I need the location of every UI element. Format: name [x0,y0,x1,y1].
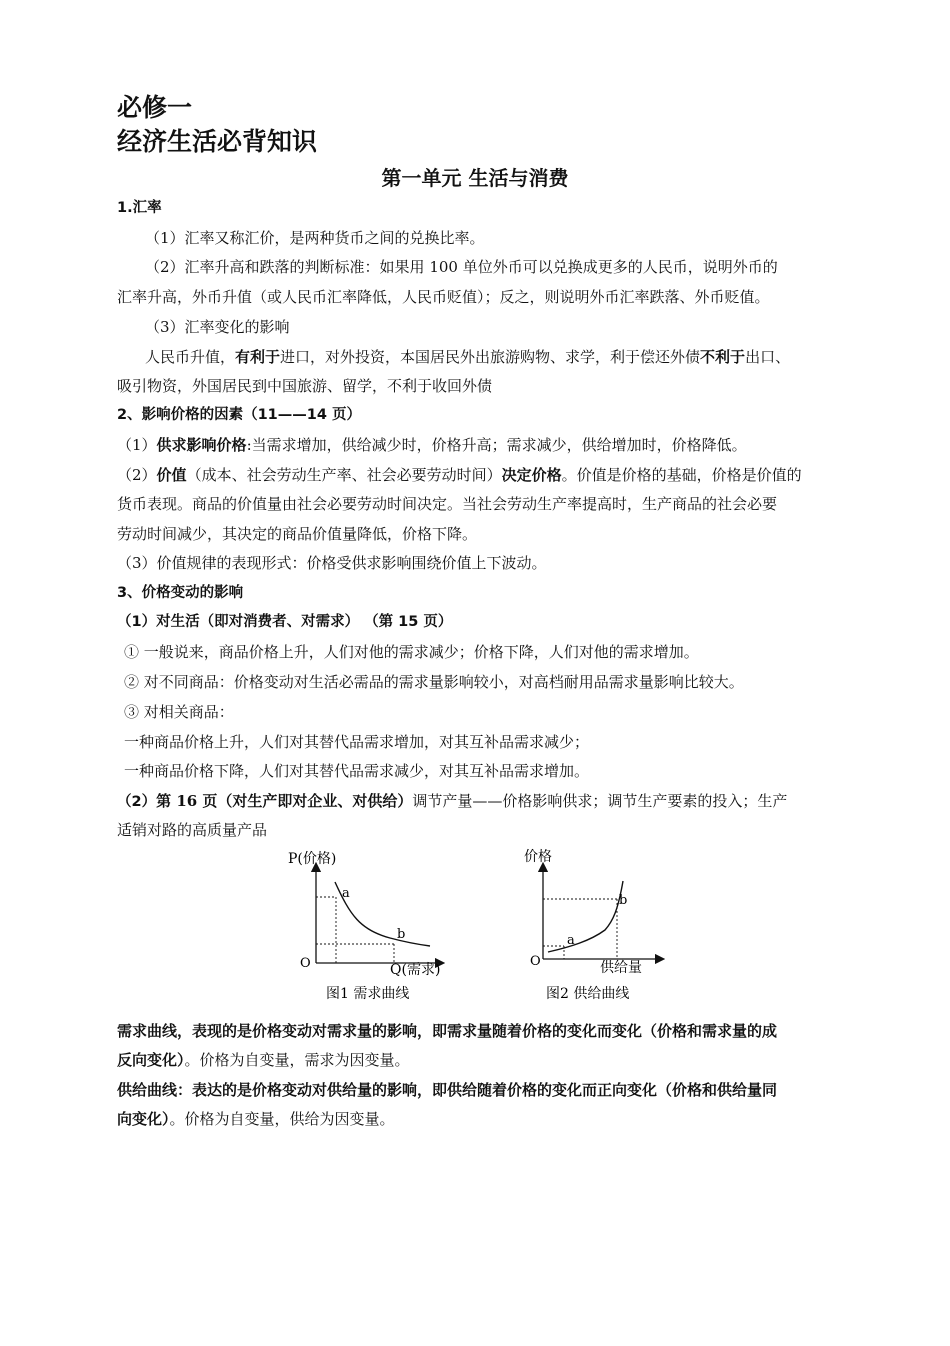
s3-item5: 一种商品价格下降，人们对其替代品需求减少，对其互补品需求增加。 [124,762,590,780]
supply-note-bold: 供给曲线：表达的是价格变动对供给量的影响，即供给随着价格的变化而正向变化（价格和供给量同 [117,1081,778,1099]
document-title: 经济生活必背知识 [117,127,318,156]
s1-p4a-text2: 进口，对外投资，本国居民外出旅游购物、求学，利于偿还外债 [280,348,701,366]
s1-p2a: （2）汇率升高和跌落的判断标准：如果用 100 单位外币可以兑换成更多的人民币，说明外币的 [145,258,778,276]
s2-p2-mid: （成本、社会劳动生产率、社会必要劳动时间） [186,466,502,484]
s2-p1 [117,435,747,455]
demand-chart [288,850,440,1002]
s3-sub2b: 适销对路的高质量产品 [117,821,268,839]
supply-note-bold2: 向变化） [117,1110,170,1128]
s3-item3: ③ 对相关商品： [124,703,234,721]
demand-note-line2 [117,1050,410,1070]
s2-p3: （3）价值规律的表现形式：价格受供求影响围绕价值上下波动。 [117,554,547,572]
demand-origin: O [300,956,311,971]
supply-x-label: 供给量 [600,960,642,976]
supply-chart [524,848,660,1002]
s1-p4a-text3: 出口、 [745,348,791,366]
supply-note-line1 [117,1080,777,1100]
section-1-title: 1.汇率 [117,200,162,216]
demand-y-label: P(价格) [288,851,337,867]
s1-p3: （3）汇率变化的影响 [145,318,290,336]
supply-point-a: a [567,933,575,948]
demand-point-a: a [342,886,350,901]
s2-p2-bold1: 价值 [156,466,187,484]
demand-caption: 图1 需求曲线 [326,986,410,1002]
s2-p2c: 劳动时间减少，其决定的商品价值量降低，价格下降。 [117,525,478,543]
supply-origin: O [530,954,541,969]
s2-p2-bold2: 决定价格 [501,466,562,484]
s1-p4a-bold1: 有利于 [235,348,281,366]
demand-note-bold: 需求曲线，表现的是价格变动对需求量的影响，即需求量随着价格的变化而变化（价格和需求量的成 [117,1022,778,1040]
s2-p1-bold: 供求影响价格 [156,436,247,454]
demand-note-rest: 。价格为自变量，需求为因变量。 [184,1051,410,1069]
s1-p4a-bold2: 不利于 [700,348,746,366]
s3-item2: ② 对不同商品：价格变动对生活必需品的需求量影响较小，对高档耐用品需求量影响比较大。 [124,673,744,691]
supply-caption: 图2 供给曲线 [546,986,630,1002]
s3-item1: ① 一般说来，商品价格上升，人们对他的需求减少；价格下降，人们对他的需求增加。 [124,643,699,661]
supply-y-label: 价格 [524,849,552,865]
s3-sub2-bold: 第 16 页（对生产即对企业、对供给） [156,792,413,810]
demand-note-bold2: 反向变化） [117,1051,185,1069]
section-3-title: 3、价格变动的影响 [117,585,244,601]
s1-p2b: 汇率升高，外币升值（或人民币汇率降低，人民币贬值）；反之，则说明外币汇率跌落、外币贬值。 [117,288,770,306]
s2-p2b: 货币表现。商品的价值量由社会必要劳动时间决定。当社会劳动生产率提高时，生产商品的社会必要 [117,495,778,513]
s1-p4b: 吸引物资，外国居民到中国旅游、留学，不利于收回外债 [117,377,493,395]
demand-point-b: b [397,927,406,942]
s1-p1: （1）汇率又称汇价，是两种货币之间的兑换比率。 [145,229,485,247]
s3-item4: 一种商品价格上升，人们对其替代品需求增加，对其互补品需求减少； [124,733,590,751]
s3-sub2 [117,791,787,812]
s3-sub2-prefix: （2） [117,794,157,810]
curve-diagrams [280,845,680,1010]
s2-p1-prefix: （1） [117,436,157,454]
supply-curve [548,881,623,952]
supply-point-b: b [619,893,628,908]
s3-sub1: （1）对生活（即对消费者、对需求） （第 15 页） [117,614,453,630]
section-2-title: 2、影响价格的因素（11——14 页） [117,407,361,423]
demand-x-label: Q(需求) [390,962,441,978]
demand-note-line1 [117,1021,777,1041]
s2-p1-rest: :当需求增加，供给减少时，价格升高；需求减少，供给增加时，价格降低。 [246,436,747,454]
s2-p2-prefix: （2） [117,466,157,484]
s3-sub2-rest: 调节产量——价格影响供求；调节生产要素的投入；生产 [412,792,788,810]
supply-note-rest: 。价格为自变量，供给为因变量。 [169,1110,395,1128]
supply-note-line2 [117,1109,395,1129]
s1-p4a-text1: 人民币升值， [145,348,236,366]
s2-p2-rest: 。价值是价格的基础，价格是价值的 [561,466,802,484]
course-title: 必修一 [117,93,193,122]
s1-p4a [145,347,790,367]
unit-title: 第一单元 生活与消费 [381,166,569,190]
s2-p2 [117,465,802,485]
